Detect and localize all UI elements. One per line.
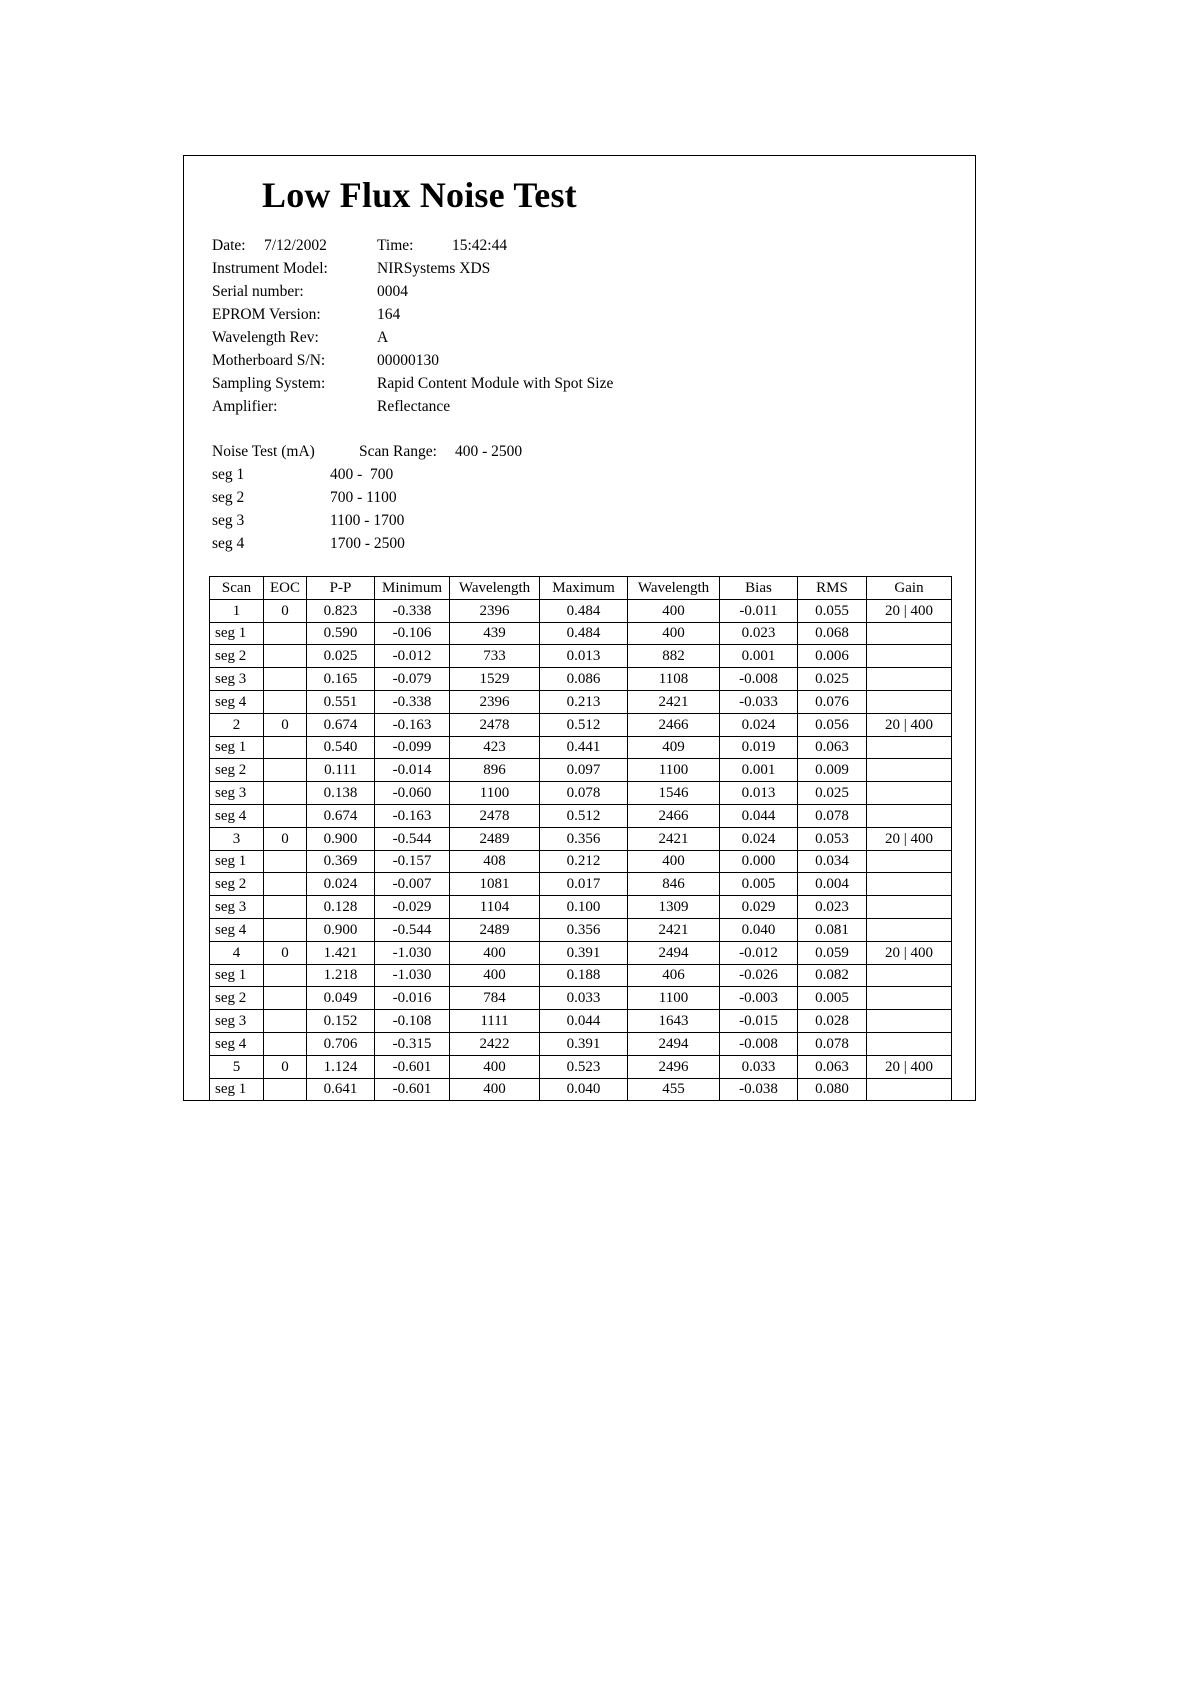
table-cell: 1104 (450, 896, 540, 919)
time-value: 15:42:44 (452, 237, 508, 254)
table-cell: 0.900 (307, 827, 375, 850)
table-row (210, 622, 952, 645)
table-cell: 1100 (628, 987, 720, 1010)
table-row (210, 736, 952, 759)
table-cell: 1643 (628, 1010, 720, 1033)
table-cell (867, 668, 952, 691)
table-header-row (210, 577, 952, 600)
table-cell: 0.063 (798, 736, 867, 759)
table-cell: 0 (264, 941, 307, 964)
table-cell: 0.024 (720, 827, 798, 850)
table-cell: 0.512 (540, 713, 628, 736)
table-row (210, 668, 952, 691)
table-cell: 2478 (450, 713, 540, 736)
table-cell: 400 (628, 599, 720, 622)
table-cell: 0.040 (540, 1078, 628, 1101)
table-row (210, 713, 952, 736)
table-cell: 0.024 (720, 713, 798, 736)
table-cell: 2 (210, 713, 264, 736)
table-cell: 406 (628, 964, 720, 987)
table-cell: 0.590 (307, 622, 375, 645)
table-cell: 400 (628, 622, 720, 645)
table-cell: 0.213 (540, 690, 628, 713)
table-cell: 0 (264, 599, 307, 622)
table-cell: 0.152 (307, 1010, 375, 1033)
table-cell: 0.212 (540, 850, 628, 873)
table-cell: 0 (264, 713, 307, 736)
column-header: Gain (867, 577, 952, 600)
table-cell: -0.007 (375, 873, 450, 896)
table-cell (264, 622, 307, 645)
table-row (210, 690, 952, 713)
table-cell: seg 2 (210, 873, 264, 896)
table-cell: 0.029 (720, 896, 798, 919)
table-cell: 2496 (628, 1055, 720, 1078)
table-cell: 400 (450, 964, 540, 987)
table-cell: 2478 (450, 804, 540, 827)
table-row (210, 850, 952, 873)
table-cell: 400 (450, 1078, 540, 1101)
table-cell: 2396 (450, 690, 540, 713)
table-cell: 0.009 (798, 759, 867, 782)
table-cell: -0.012 (720, 941, 798, 964)
info-value: NIRSystems XDS (377, 260, 491, 277)
table-cell: 1111 (450, 1010, 540, 1033)
table-cell: seg 1 (210, 736, 264, 759)
table-cell: -0.157 (375, 850, 450, 873)
info-value: 164 (377, 306, 401, 323)
table-cell: 1.421 (307, 941, 375, 964)
table-cell: -0.315 (375, 1032, 450, 1055)
table-cell: 2421 (628, 918, 720, 941)
table-cell: 0.081 (798, 918, 867, 941)
table-row (210, 599, 952, 622)
table-cell: 2466 (628, 713, 720, 736)
table-cell: seg 4 (210, 690, 264, 713)
table-cell: 0.006 (798, 645, 867, 668)
table-cell: seg 1 (210, 622, 264, 645)
table-cell: 0.000 (720, 850, 798, 873)
table-cell: 4 (210, 941, 264, 964)
column-header: Scan (210, 577, 264, 600)
table-cell (264, 1032, 307, 1055)
table-cell: -0.038 (720, 1078, 798, 1101)
table-cell: 1546 (628, 782, 720, 805)
table-cell (867, 690, 952, 713)
table-cell: 0.441 (540, 736, 628, 759)
table-cell: 1108 (628, 668, 720, 691)
table-cell: -0.163 (375, 713, 450, 736)
scan-range-label: Scan Range: (359, 443, 437, 460)
table-body (210, 599, 952, 1101)
table-cell: 1.218 (307, 964, 375, 987)
table-cell (867, 759, 952, 782)
table-cell (867, 896, 952, 919)
table-cell (264, 645, 307, 668)
table-row (210, 827, 952, 850)
table-cell: 1100 (450, 782, 540, 805)
table-cell: 0.044 (720, 804, 798, 827)
table-cell: 400 (628, 850, 720, 873)
date-label: Date: (212, 237, 246, 254)
table-row (210, 759, 952, 782)
table-row (210, 1010, 952, 1033)
table-cell: 882 (628, 645, 720, 668)
table-cell: 0.078 (540, 782, 628, 805)
table-cell: -0.016 (375, 987, 450, 1010)
table-cell: 0.033 (540, 987, 628, 1010)
table-cell (264, 668, 307, 691)
segment-name: seg 2 (212, 489, 245, 506)
table-cell: -0.015 (720, 1010, 798, 1033)
table-cell: 1100 (628, 759, 720, 782)
table-cell: 400 (450, 1055, 540, 1078)
table-row (210, 918, 952, 941)
table-cell: 0.080 (798, 1078, 867, 1101)
table-cell: 0.082 (798, 964, 867, 987)
table-cell: 20 | 400 (867, 713, 952, 736)
table-cell: 0.023 (798, 896, 867, 919)
table-cell: 0.063 (798, 1055, 867, 1078)
segment-range: 700 - 1100 (330, 489, 397, 506)
table-cell: seg 2 (210, 759, 264, 782)
table-cell: 0.097 (540, 759, 628, 782)
date-value: 7/12/2002 (264, 237, 327, 254)
table-cell (264, 1078, 307, 1101)
table-cell: -0.544 (375, 918, 450, 941)
table-cell: 0.078 (798, 1032, 867, 1055)
table-cell: 0.391 (540, 941, 628, 964)
segment-range: 1100 - 1700 (330, 512, 405, 529)
table-row (210, 1032, 952, 1055)
table-cell: 0.512 (540, 804, 628, 827)
table-cell: -0.011 (720, 599, 798, 622)
table-cell: 0.128 (307, 896, 375, 919)
table-cell: 2466 (628, 804, 720, 827)
table-cell: 0 (264, 1055, 307, 1078)
table-cell: 20 | 400 (867, 1055, 952, 1078)
table-cell: 0.823 (307, 599, 375, 622)
info-value: A (377, 329, 389, 346)
table-cell: 0.391 (540, 1032, 628, 1055)
table-cell: 0.540 (307, 736, 375, 759)
table-cell: seg 2 (210, 987, 264, 1010)
table-row (210, 964, 952, 987)
table-cell (867, 964, 952, 987)
table-cell: 1309 (628, 896, 720, 919)
column-header: Wavelength (450, 577, 540, 600)
table-cell: 0.100 (540, 896, 628, 919)
table-cell: 400 (450, 941, 540, 964)
table-cell: 2421 (628, 827, 720, 850)
table-cell: 2421 (628, 690, 720, 713)
table-cell (264, 804, 307, 827)
table-cell (264, 896, 307, 919)
table-cell: 20 | 400 (867, 941, 952, 964)
table-cell: 0.138 (307, 782, 375, 805)
table-cell (264, 987, 307, 1010)
column-header: RMS (798, 577, 867, 600)
table-cell: -0.079 (375, 668, 450, 691)
table-cell (867, 1078, 952, 1101)
segment-range: 400 - 700 (330, 466, 394, 483)
table-cell: 0.028 (798, 1010, 867, 1033)
table-cell: 0.523 (540, 1055, 628, 1078)
table-row (210, 987, 952, 1010)
table-cell: 0.674 (307, 713, 375, 736)
table-cell: -0.029 (375, 896, 450, 919)
table-cell (867, 645, 952, 668)
table-cell: 0 (264, 827, 307, 850)
table-cell: -0.108 (375, 1010, 450, 1033)
table-cell: 0.013 (540, 645, 628, 668)
table-cell (264, 759, 307, 782)
table-cell: 784 (450, 987, 540, 1010)
table-cell: -0.338 (375, 690, 450, 713)
table-cell: 0.369 (307, 850, 375, 873)
table-cell (264, 1010, 307, 1033)
table-cell: 1529 (450, 668, 540, 691)
table-cell: 0.356 (540, 827, 628, 850)
table-cell: seg 1 (210, 964, 264, 987)
table-cell (867, 736, 952, 759)
table-cell: 0.055 (798, 599, 867, 622)
table-cell: 0.013 (720, 782, 798, 805)
table-cell (867, 782, 952, 805)
table-cell: -0.601 (375, 1078, 450, 1101)
table-cell (867, 1032, 952, 1055)
segment-name: seg 1 (212, 466, 245, 483)
table-cell: -1.030 (375, 964, 450, 987)
table-cell: 0.078 (798, 804, 867, 827)
table-cell: 0.053 (798, 827, 867, 850)
column-header: EOC (264, 577, 307, 600)
table-cell: 0.900 (307, 918, 375, 941)
table-cell: 0.165 (307, 668, 375, 691)
table-cell: seg 4 (210, 1032, 264, 1055)
info-value: 00000130 (377, 352, 439, 369)
table-row (210, 1078, 952, 1101)
table-cell: 0.706 (307, 1032, 375, 1055)
table-cell: -0.060 (375, 782, 450, 805)
table-cell: seg 3 (210, 1010, 264, 1033)
table-cell: 0.356 (540, 918, 628, 941)
table-cell: 0.033 (720, 1055, 798, 1078)
table-cell: -0.338 (375, 599, 450, 622)
segment-name: seg 4 (212, 535, 245, 552)
table-cell: 0.188 (540, 964, 628, 987)
table-cell: 455 (628, 1078, 720, 1101)
table-cell: seg 2 (210, 645, 264, 668)
info-value: 0004 (377, 283, 408, 300)
column-header: Minimum (375, 577, 450, 600)
table-cell: 0.024 (307, 873, 375, 896)
table-cell: -0.008 (720, 1032, 798, 1055)
table-cell: 20 | 400 (867, 599, 952, 622)
table-cell: 0.019 (720, 736, 798, 759)
segment-name: seg 3 (212, 512, 245, 529)
column-header: Maximum (540, 577, 628, 600)
noise-test-label: Noise Test (mA) (212, 443, 315, 460)
table-cell (867, 622, 952, 645)
table-cell: 0.025 (307, 645, 375, 668)
table-cell: 0.674 (307, 804, 375, 827)
table-cell: 439 (450, 622, 540, 645)
info-value: Rapid Content Module with Spot Size (377, 375, 614, 392)
table-cell: 0.111 (307, 759, 375, 782)
table-cell: -0.003 (720, 987, 798, 1010)
table-cell: 846 (628, 873, 720, 896)
table-cell: -0.099 (375, 736, 450, 759)
table-cell: 0.004 (798, 873, 867, 896)
column-header: P-P (307, 577, 375, 600)
table-row (210, 941, 952, 964)
scan-range-value: 400 - 2500 (455, 443, 523, 460)
table-cell: 0.025 (798, 782, 867, 805)
table-cell: -0.544 (375, 827, 450, 850)
table-cell (264, 964, 307, 987)
table-cell: -0.014 (375, 759, 450, 782)
table-cell: -0.008 (720, 668, 798, 691)
table-row (210, 645, 952, 668)
table-cell: 0.001 (720, 645, 798, 668)
table-cell: 0.040 (720, 918, 798, 941)
table-cell (264, 918, 307, 941)
table-cell (264, 690, 307, 713)
table-cell (867, 918, 952, 941)
table-cell: 5 (210, 1055, 264, 1078)
table-row (210, 1055, 952, 1078)
table-cell (867, 1010, 952, 1033)
table-cell: 409 (628, 736, 720, 759)
table-cell: -0.026 (720, 964, 798, 987)
table-cell: 408 (450, 850, 540, 873)
table-cell: 0.484 (540, 599, 628, 622)
table-cell (264, 873, 307, 896)
table-row (210, 873, 952, 896)
column-header: Wavelength (628, 577, 720, 600)
table-cell: 1 (210, 599, 264, 622)
table-cell: 0.068 (798, 622, 867, 645)
table-cell (264, 782, 307, 805)
table-cell: 0.086 (540, 668, 628, 691)
table-cell: -1.030 (375, 941, 450, 964)
table-cell: 0.076 (798, 690, 867, 713)
info-label: EPROM Version: (212, 306, 321, 323)
table-cell: 0.049 (307, 987, 375, 1010)
table-cell: 2422 (450, 1032, 540, 1055)
table-cell: 423 (450, 736, 540, 759)
table-cell (867, 873, 952, 896)
table-cell: 0.044 (540, 1010, 628, 1033)
column-header: Bias (720, 577, 798, 600)
info-label: Serial number: (212, 283, 304, 300)
table-cell: 0.059 (798, 941, 867, 964)
table-cell: 0.034 (798, 850, 867, 873)
time-label: Time: (377, 237, 414, 254)
table-cell: -0.012 (375, 645, 450, 668)
table-cell: 2489 (450, 827, 540, 850)
table-cell: 0.551 (307, 690, 375, 713)
table-cell: seg 1 (210, 850, 264, 873)
info-value: Reflectance (377, 398, 451, 415)
table-cell: 0.023 (720, 622, 798, 645)
table-cell: -0.033 (720, 690, 798, 713)
table-cell: 2396 (450, 599, 540, 622)
table-cell: 0.017 (540, 873, 628, 896)
segment-range: 1700 - 2500 (330, 535, 405, 552)
table-cell: seg 3 (210, 668, 264, 691)
table-cell: 2489 (450, 918, 540, 941)
table-cell: 0.005 (798, 987, 867, 1010)
table-cell: seg 3 (210, 896, 264, 919)
table-cell: seg 4 (210, 918, 264, 941)
table-cell (264, 736, 307, 759)
table-cell: -0.601 (375, 1055, 450, 1078)
table-cell: 0.001 (720, 759, 798, 782)
info-label: Wavelength Rev: (212, 329, 319, 346)
table-cell: 0.025 (798, 668, 867, 691)
table-cell: 0.056 (798, 713, 867, 736)
table-cell: 896 (450, 759, 540, 782)
table-cell (867, 987, 952, 1010)
table-cell: 2494 (628, 1032, 720, 1055)
table-cell: seg 4 (210, 804, 264, 827)
table-cell: 0.005 (720, 873, 798, 896)
table-row (210, 804, 952, 827)
info-label: Instrument Model: (212, 260, 328, 277)
noise-results-table (209, 576, 952, 1101)
info-label: Motherboard S/N: (212, 352, 326, 369)
info-label: Amplifier: (212, 398, 278, 415)
table-row (210, 896, 952, 919)
table-cell: 3 (210, 827, 264, 850)
info-label: Sampling System: (212, 375, 326, 392)
report-page (183, 155, 976, 1101)
table-cell: 0.484 (540, 622, 628, 645)
table-row (210, 782, 952, 805)
table-cell: 1.124 (307, 1055, 375, 1078)
table-cell: -0.106 (375, 622, 450, 645)
table-cell (264, 850, 307, 873)
table-cell: 2494 (628, 941, 720, 964)
table-cell: 1081 (450, 873, 540, 896)
table-cell (867, 804, 952, 827)
table-cell (867, 850, 952, 873)
table-cell: -0.163 (375, 804, 450, 827)
table-cell: seg 1 (210, 1078, 264, 1101)
page-title: Low Flux Noise Test (262, 175, 577, 215)
table-cell: seg 3 (210, 782, 264, 805)
table-cell: 20 | 400 (867, 827, 952, 850)
table-cell: 733 (450, 645, 540, 668)
table-cell: 0.641 (307, 1078, 375, 1101)
